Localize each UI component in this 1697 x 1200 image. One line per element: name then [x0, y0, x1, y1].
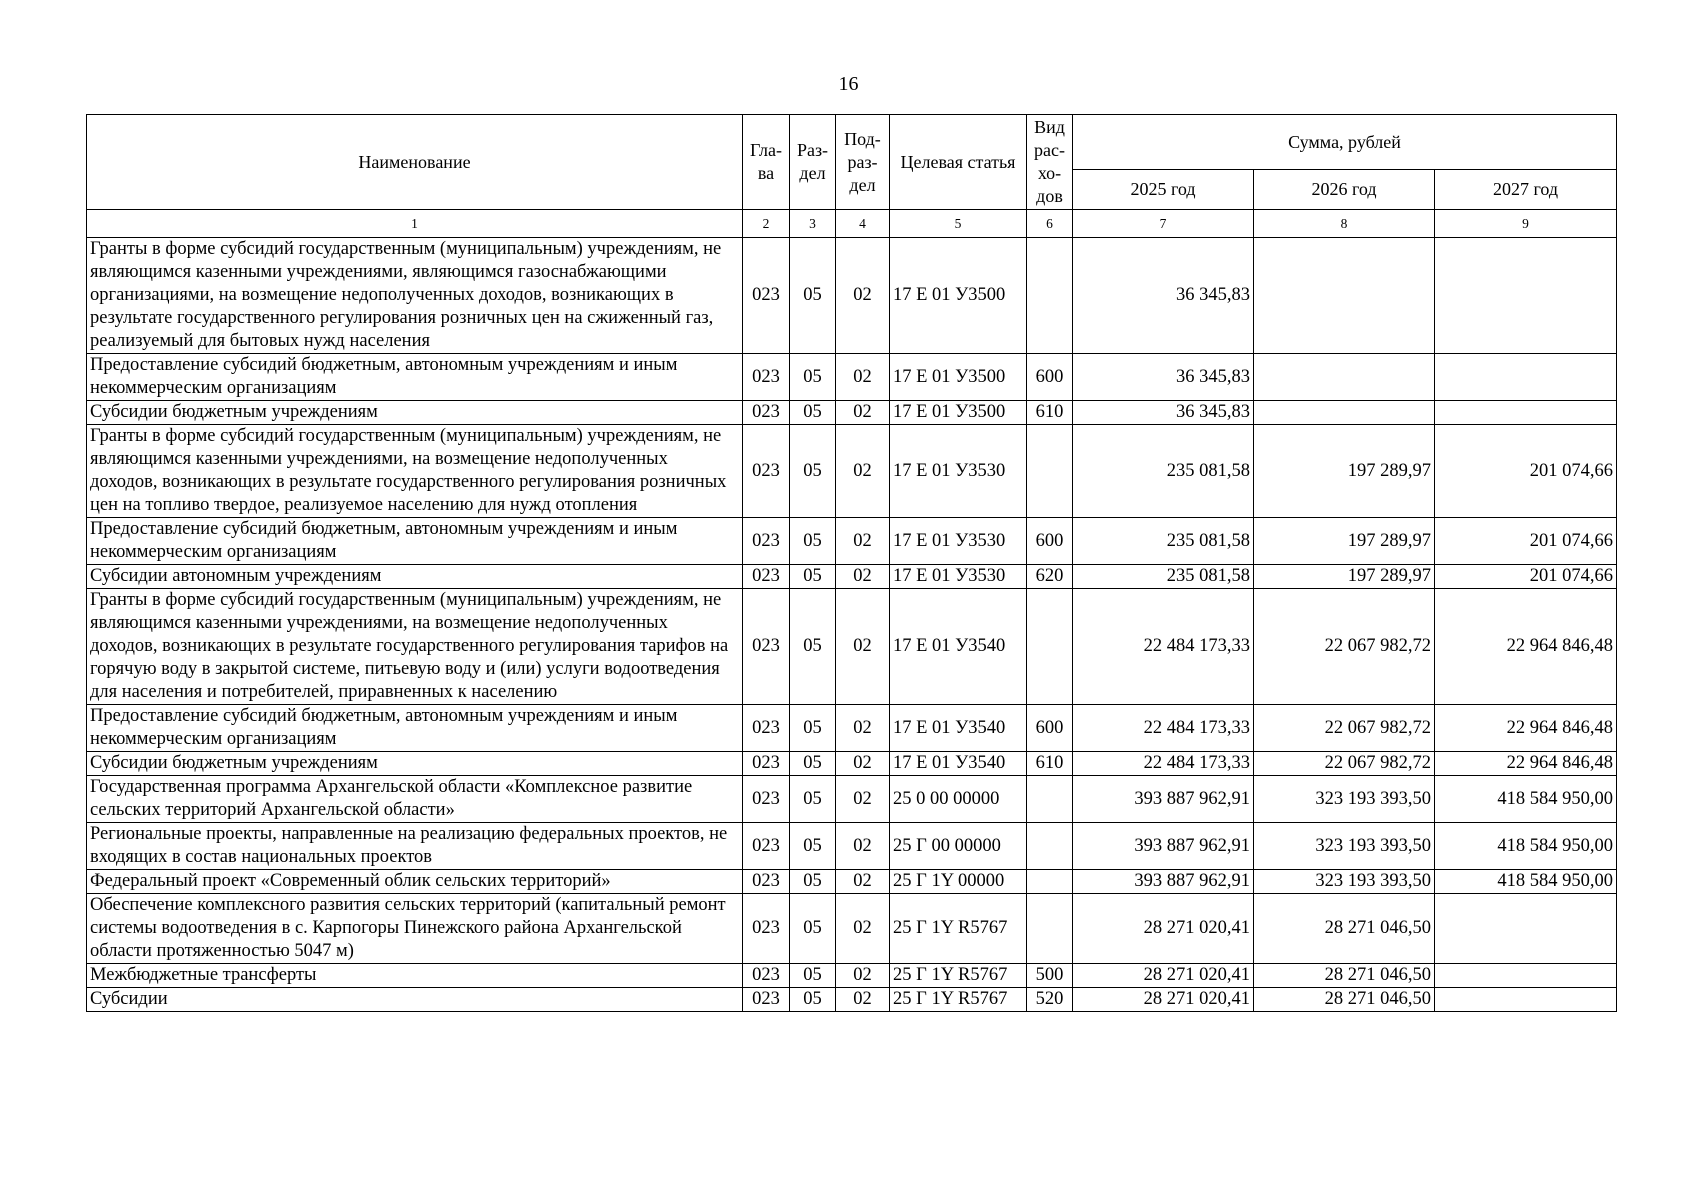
row-expense-type: 500 [1027, 964, 1073, 988]
row-name: Предоставление субсидий бюджетным, автономным учреждениям и иным некоммерческим организациям [87, 705, 743, 752]
row-target-article: 25 Г 1Y 00000 [890, 870, 1027, 894]
row-sum-2025: 36 345,83 [1073, 401, 1254, 425]
row-target-article: 17 Е 01 У3530 [890, 565, 1027, 589]
row-section: 05 [790, 894, 836, 964]
row-chapter: 023 [743, 425, 790, 518]
row-expense-type [1027, 823, 1073, 870]
row-subsection: 02 [836, 565, 890, 589]
table-row [87, 401, 1617, 425]
table-row [87, 894, 1617, 964]
row-sum-2025: 235 081,58 [1073, 518, 1254, 565]
row-name: Субсидии автономным учреждениям [87, 565, 743, 589]
row-sum-2026: 323 193 393,50 [1254, 870, 1435, 894]
row-sum-2026: 22 067 982,72 [1254, 752, 1435, 776]
row-name: Гранты в форме субсидий государственным (муниципальным) учреждениям, не являющимся казенными учреждениями, на возмещение недополученных доходов, возникающих в результате государственного регулирования розничных цен на топливо твердое, реализуемое населению для нужд отопления [87, 425, 743, 518]
row-chapter: 023 [743, 894, 790, 964]
row-name: Предоставление субсидий бюджетным, автономным учреждениям и иным некоммерческим организациям [87, 354, 743, 401]
header-target-article: Целевая статья [890, 115, 1027, 210]
row-name: Гранты в форме субсидий государственным (муниципальным) учреждениям, не являющимся казенными учреждениями, на возмещение недополученных доходов, возникающих в результате государственного регулирования тарифов на горячую воду в закрытой системе, питьевую воду и (или) услуги водоотведения для населения и потребителей, приравненных к населению [87, 589, 743, 705]
row-target-article: 17 Е 01 У3530 [890, 518, 1027, 565]
row-sum-2027: 418 584 950,00 [1435, 823, 1617, 870]
row-expense-type: 620 [1027, 565, 1073, 589]
row-sum-2025: 22 484 173,33 [1073, 752, 1254, 776]
row-expense-type [1027, 589, 1073, 705]
row-expense-type: 600 [1027, 705, 1073, 752]
row-subsection: 02 [836, 894, 890, 964]
row-sum-2025: 22 484 173,33 [1073, 705, 1254, 752]
row-name: Субсидии бюджетным учреждениям [87, 752, 743, 776]
row-sum-2027: 418 584 950,00 [1435, 870, 1617, 894]
row-section: 05 [790, 964, 836, 988]
table-body [87, 238, 1617, 1012]
table-row [87, 752, 1617, 776]
row-expense-type: 600 [1027, 354, 1073, 401]
row-sum-2026 [1254, 354, 1435, 401]
table-row [87, 565, 1617, 589]
row-name: Государственная программа Архангельской области «Комплексное развитие сельских территорий Архангельской области» [87, 776, 743, 823]
row-expense-type [1027, 238, 1073, 354]
row-sum-2026: 28 271 046,50 [1254, 988, 1435, 1012]
row-sum-2027 [1435, 354, 1617, 401]
table-row [87, 964, 1617, 988]
row-sum-2025: 36 345,83 [1073, 354, 1254, 401]
row-target-article: 17 Е 01 У3500 [890, 354, 1027, 401]
row-sum-2026: 197 289,97 [1254, 565, 1435, 589]
row-sum-2027 [1435, 894, 1617, 964]
row-section: 05 [790, 238, 836, 354]
row-section: 05 [790, 870, 836, 894]
row-subsection: 02 [836, 988, 890, 1012]
row-sum-2026 [1254, 401, 1435, 425]
row-sum-2027: 22 964 846,48 [1435, 589, 1617, 705]
column-number: 9 [1435, 210, 1617, 238]
header-sum: Сумма, рублей [1073, 115, 1617, 170]
header-subsection: Под-раз-дел [836, 115, 890, 210]
row-chapter: 023 [743, 964, 790, 988]
row-subsection: 02 [836, 752, 890, 776]
column-number-row [87, 210, 1617, 238]
row-chapter: 023 [743, 705, 790, 752]
budget-table [86, 114, 1617, 1012]
row-chapter: 023 [743, 238, 790, 354]
header-year-2027: 2027 год [1435, 170, 1617, 210]
row-section: 05 [790, 401, 836, 425]
row-chapter: 023 [743, 565, 790, 589]
row-sum-2026: 323 193 393,50 [1254, 823, 1435, 870]
row-section: 05 [790, 518, 836, 565]
row-target-article: 17 Е 01 У3500 [890, 401, 1027, 425]
row-section: 05 [790, 752, 836, 776]
column-number: 2 [743, 210, 790, 238]
row-name: Субсидии [87, 988, 743, 1012]
row-subsection: 02 [836, 776, 890, 823]
row-sum-2027: 201 074,66 [1435, 425, 1617, 518]
row-sum-2025: 28 271 020,41 [1073, 894, 1254, 964]
row-subsection: 02 [836, 870, 890, 894]
column-number: 7 [1073, 210, 1254, 238]
row-target-article: 25 Г 1Y R5767 [890, 964, 1027, 988]
row-sum-2025: 22 484 173,33 [1073, 589, 1254, 705]
row-name: Межбюджетные трансферты [87, 964, 743, 988]
page-number: 16 [838, 73, 859, 95]
table-row [87, 589, 1617, 705]
row-sum-2026: 197 289,97 [1254, 425, 1435, 518]
column-number: 1 [87, 210, 743, 238]
row-sum-2025: 393 887 962,91 [1073, 870, 1254, 894]
row-chapter: 023 [743, 354, 790, 401]
row-subsection: 02 [836, 401, 890, 425]
row-expense-type [1027, 894, 1073, 964]
table-row [87, 870, 1617, 894]
row-sum-2027 [1435, 238, 1617, 354]
column-number: 8 [1254, 210, 1435, 238]
row-section: 05 [790, 823, 836, 870]
row-sum-2026: 197 289,97 [1254, 518, 1435, 565]
row-expense-type: 610 [1027, 752, 1073, 776]
row-subsection: 02 [836, 823, 890, 870]
header-chapter: Гла-ва [743, 115, 790, 210]
row-name: Гранты в форме субсидий государственным (муниципальным) учреждениям, не являющимся казенными учреждениями, являющимся газоснабжающими организациями, на возмещение недополученных доходов, возникающих в результате государственного регулирования розничных цен на сжиженный газ, реализуемый для бытовых нужд населения [87, 238, 743, 354]
row-chapter: 023 [743, 823, 790, 870]
row-expense-type: 520 [1027, 988, 1073, 1012]
row-sum-2027 [1435, 401, 1617, 425]
header-section: Раз-дел [790, 115, 836, 210]
row-section: 05 [790, 988, 836, 1012]
row-sum-2027: 201 074,66 [1435, 565, 1617, 589]
header-row [87, 115, 1617, 170]
row-name: Предоставление субсидий бюджетным, автономным учреждениям и иным некоммерческим организациям [87, 518, 743, 565]
column-number: 5 [890, 210, 1027, 238]
row-subsection: 02 [836, 354, 890, 401]
column-number: 3 [790, 210, 836, 238]
row-target-article: 17 Е 01 У3540 [890, 589, 1027, 705]
row-subsection: 02 [836, 518, 890, 565]
row-sum-2025: 28 271 020,41 [1073, 964, 1254, 988]
row-target-article: 25 Г 1Y R5767 [890, 894, 1027, 964]
row-chapter: 023 [743, 518, 790, 565]
row-name: Обеспечение комплексного развития сельских территорий (капитальный ремонт системы водоотведения в с. Карпогоры Пинежского района Архангельской области протяженностью 5047 м) [87, 894, 743, 964]
row-sum-2027 [1435, 964, 1617, 988]
row-expense-type: 610 [1027, 401, 1073, 425]
row-sum-2026: 323 193 393,50 [1254, 776, 1435, 823]
row-subsection: 02 [836, 964, 890, 988]
row-subsection: 02 [836, 425, 890, 518]
row-sum-2025: 393 887 962,91 [1073, 776, 1254, 823]
row-sum-2026: 22 067 982,72 [1254, 589, 1435, 705]
row-sum-2025: 235 081,58 [1073, 565, 1254, 589]
row-chapter: 023 [743, 401, 790, 425]
row-expense-type: 600 [1027, 518, 1073, 565]
row-chapter: 023 [743, 870, 790, 894]
row-sum-2025: 235 081,58 [1073, 425, 1254, 518]
table-row [87, 776, 1617, 823]
row-sum-2027: 22 964 846,48 [1435, 705, 1617, 752]
row-chapter: 023 [743, 776, 790, 823]
row-chapter: 023 [743, 752, 790, 776]
row-sum-2026 [1254, 238, 1435, 354]
row-section: 05 [790, 425, 836, 518]
row-target-article: 25 0 00 00000 [890, 776, 1027, 823]
table-row [87, 354, 1617, 401]
row-sum-2027: 418 584 950,00 [1435, 776, 1617, 823]
row-section: 05 [790, 565, 836, 589]
row-subsection: 02 [836, 589, 890, 705]
table-row [87, 518, 1617, 565]
row-sum-2027: 22 964 846,48 [1435, 752, 1617, 776]
table-row [87, 425, 1617, 518]
row-sum-2025: 36 345,83 [1073, 238, 1254, 354]
row-chapter: 023 [743, 589, 790, 705]
row-expense-type [1027, 776, 1073, 823]
row-expense-type [1027, 870, 1073, 894]
row-subsection: 02 [836, 705, 890, 752]
row-section: 05 [790, 589, 836, 705]
row-sum-2026: 28 271 046,50 [1254, 964, 1435, 988]
row-target-article: 17 Е 01 У3500 [890, 238, 1027, 354]
table-row [87, 705, 1617, 752]
row-target-article: 25 Г 1Y R5767 [890, 988, 1027, 1012]
row-section: 05 [790, 776, 836, 823]
table-row [87, 823, 1617, 870]
row-section: 05 [790, 705, 836, 752]
header-name: Наименование [87, 115, 743, 210]
column-number: 4 [836, 210, 890, 238]
row-sum-2026: 22 067 982,72 [1254, 705, 1435, 752]
row-name: Субсидии бюджетным учреждениям [87, 401, 743, 425]
row-sum-2026: 28 271 046,50 [1254, 894, 1435, 964]
table-row [87, 988, 1617, 1012]
table-row [87, 238, 1617, 354]
row-target-article: 25 Г 00 00000 [890, 823, 1027, 870]
row-name: Федеральный проект «Современный облик сельских территорий» [87, 870, 743, 894]
row-target-article: 17 Е 01 У3540 [890, 705, 1027, 752]
row-target-article: 17 Е 01 У3530 [890, 425, 1027, 518]
row-name: Региональные проекты, направленные на реализацию федеральных проектов, не входящих в состав национальных проектов [87, 823, 743, 870]
row-sum-2025: 393 887 962,91 [1073, 823, 1254, 870]
row-expense-type [1027, 425, 1073, 518]
row-sum-2027 [1435, 988, 1617, 1012]
row-section: 05 [790, 354, 836, 401]
row-chapter: 023 [743, 988, 790, 1012]
column-number: 6 [1027, 210, 1073, 238]
header-expense-type: Вид рас-хо-дов [1027, 115, 1073, 210]
row-sum-2027: 201 074,66 [1435, 518, 1617, 565]
row-subsection: 02 [836, 238, 890, 354]
row-target-article: 17 Е 01 У3540 [890, 752, 1027, 776]
header-year-2026: 2026 год [1254, 170, 1435, 210]
header-year-2025: 2025 год [1073, 170, 1254, 210]
row-sum-2025: 28 271 020,41 [1073, 988, 1254, 1012]
